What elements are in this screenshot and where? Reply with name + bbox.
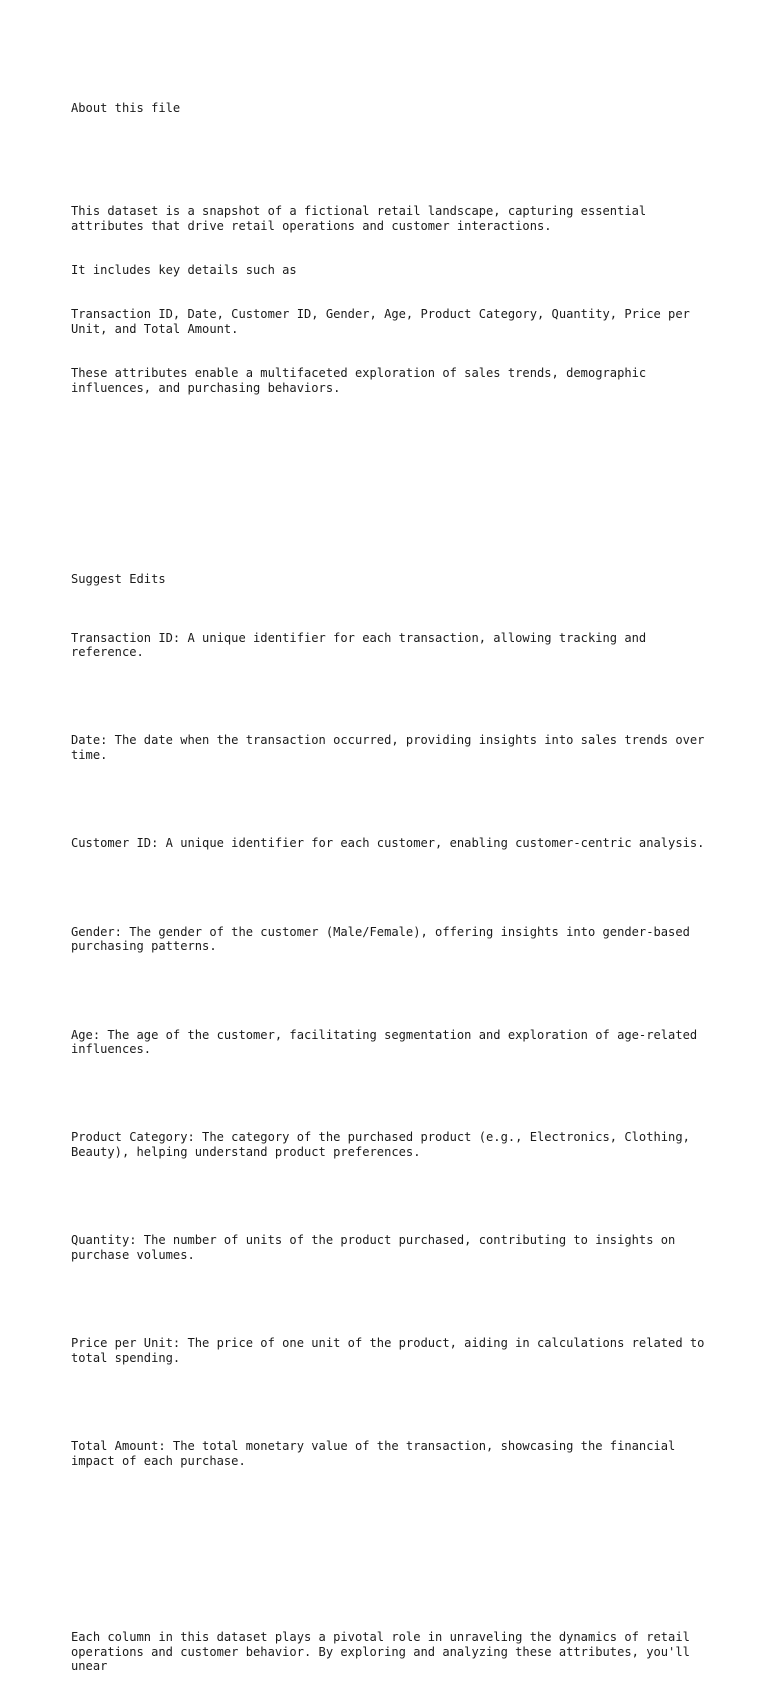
spacer	[71, 1395, 711, 1410]
spacer	[71, 983, 711, 998]
field-date: Date: The date when the transaction occurred, providing insights into sales trends over time.	[71, 733, 712, 763]
intro-line-4: These attributes enable a multifaceted exploration of sales trends, demographic influences, and purchasing behaviors.	[71, 366, 654, 395]
spacer	[71, 792, 711, 807]
spacer	[71, 1292, 711, 1307]
spacer	[71, 1086, 711, 1101]
intro-line-2: It includes key details such as	[71, 263, 297, 278]
spacer	[71, 1513, 711, 1542]
spacer	[71, 881, 711, 896]
suggest-edits-label: Suggest Edits	[71, 571, 166, 586]
field-gender: Gender: The gender of the customer (Male/Female), offering insights into gender-based purchasing patterns.	[71, 924, 698, 954]
intro-line-3: Transaction ID, Date, Customer ID, Gender, Age, Product Category, Quantity, Price per Unit, and Total Amount.	[71, 307, 698, 336]
doc-heading: About this file	[71, 101, 181, 116]
field-customer-id: Customer ID: A unique identifier for each customer, enabling customer-centric analysis.	[71, 836, 705, 851]
field-transaction-id: Transaction ID: A unique identifier for each transaction, allowing tracking and reference.	[71, 630, 654, 660]
field-price-per-unit: Price per Unit: The price of one unit of the product, aiding in calculations related to total spending.	[71, 1336, 712, 1365]
field-product-category: Product Category: The category of the purchased product (e.g., Electronics, Clothing, Beauty), helping understand product preferences.	[71, 1130, 698, 1160]
field-quantity: Quantity: The number of units of the product purchased, contributing to insights on purchase volumes.	[71, 1233, 683, 1263]
spacer	[71, 1189, 711, 1204]
spacer	[71, 440, 711, 484]
field-total-amount: Total Amount: The total monetary value of the transaction, showcasing the financial impact of each purchase.	[71, 1439, 683, 1468]
field-age: Age: The age of the customer, facilitating segmentation and exploration of age-related influences.	[71, 1027, 705, 1057]
closing-paragraph: Each column in this dataset plays a pivotal role in unraveling the dynamics of retail operations and customer behavior. By exploring and analyzing these attributes, you'll unear	[71, 1629, 698, 1674]
document-body	[71, 72, 711, 1689]
spacer	[71, 689, 711, 704]
spacer	[71, 513, 711, 528]
intro-line-1: This dataset is a snapshot of a fictional retail landscape, capturing essential attributes that drive retail operations and customer interactions.	[71, 204, 654, 234]
spacer	[71, 146, 711, 161]
spacer	[71, 1571, 711, 1586]
